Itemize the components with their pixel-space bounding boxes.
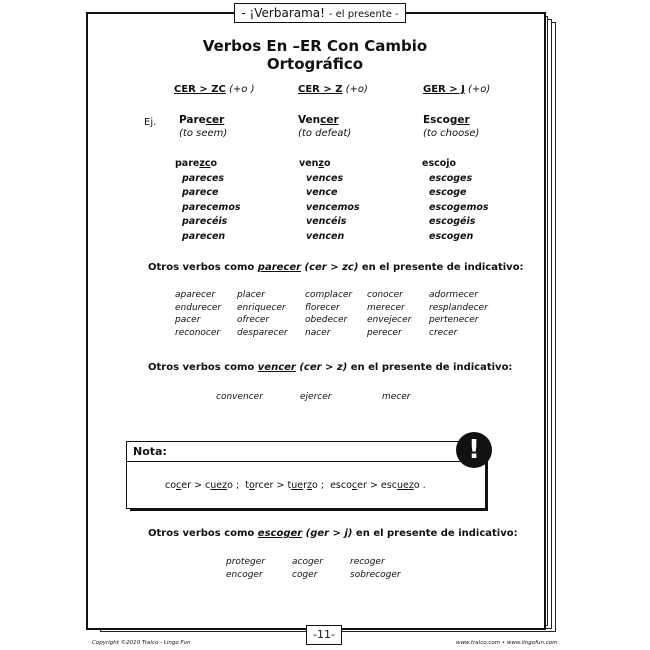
- conjugation-form: vencen: [306, 230, 345, 242]
- list-item: coger: [292, 569, 318, 580]
- list-item: obedecer: [305, 315, 348, 325]
- list-item: ejercer: [300, 392, 332, 402]
- conjugation-first: parezco: [175, 158, 218, 169]
- list-item: pacer: [175, 315, 201, 325]
- list-item: envejecer: [367, 315, 412, 325]
- list-item: complacer: [305, 290, 353, 300]
- section-parecer-heading: Otros verbos como parecer (cer > zc) en el presente de indicativo:: [148, 262, 524, 273]
- conjugation-first: venzo: [299, 158, 331, 169]
- list-item: recoger: [350, 557, 385, 567]
- list-item: sobrecoger: [350, 569, 401, 580]
- note-label: Nota:: [133, 445, 167, 458]
- example-translation: (to seem): [179, 128, 228, 139]
- example-verb-ending: cer: [205, 114, 225, 126]
- list-item: pertenecer: [429, 315, 479, 325]
- list-item: endurecer: [175, 302, 222, 313]
- example-label: Ej.: [144, 117, 157, 128]
- rule-label: GER > J: [423, 84, 465, 95]
- example-3: [423, 114, 479, 139]
- list-item: nacer: [305, 327, 331, 338]
- example-verb-ending: ger: [449, 114, 470, 126]
- conjugation-col-1: [175, 157, 241, 244]
- list-item: resplandecer: [429, 302, 488, 313]
- rule-tail: (+o): [468, 84, 491, 95]
- conjugation-form: escoges: [429, 172, 473, 184]
- note-divider: [127, 461, 467, 462]
- conjugation-form: escogéis: [429, 216, 476, 227]
- list-item: adormecer: [429, 290, 478, 300]
- page-title: Verbos En –ER Con Cambio Ortográfico: [202, 37, 428, 73]
- rule-col-2: [298, 84, 368, 95]
- footer-websites: www.tralco.com • www.lingofun.com: [456, 640, 558, 646]
- list-item: crecer: [429, 327, 458, 338]
- rule-tail: (+o): [345, 84, 368, 95]
- conjugation-form: parecemos: [182, 201, 241, 213]
- rule-tail: (+o ): [229, 84, 255, 95]
- page-number: -11-: [306, 625, 342, 645]
- conjugation-form: escoge: [429, 187, 467, 198]
- list-item: ofrecer: [237, 315, 270, 325]
- list-item: desparecer: [237, 327, 288, 338]
- vencer-verb-list: [216, 392, 442, 402]
- example-verb-ending: cer: [320, 114, 339, 126]
- example-verb-stem: Esco: [423, 114, 450, 126]
- list-item: enriquecer: [237, 302, 286, 313]
- list-item: florecer: [305, 302, 340, 313]
- example-2: [298, 114, 351, 139]
- conjugation-first: escojo: [422, 158, 457, 169]
- conjugation-form: vences: [306, 172, 344, 184]
- footer-copyright: Copyright ©2010 Tralco - Lingo Fun: [92, 640, 191, 646]
- conjugation-col-3: [422, 157, 489, 244]
- header-title: - ¡Verbarama!: [241, 6, 325, 20]
- header-banner: [234, 3, 406, 23]
- list-item: convencer: [216, 392, 263, 402]
- conjugation-form: parecéis: [182, 216, 228, 227]
- conjugation-form: escogemos: [429, 201, 489, 213]
- conjugation-form: parecen: [182, 230, 226, 242]
- rule-col-3: [423, 84, 490, 95]
- list-item: merecer: [367, 302, 405, 313]
- list-item: perecer: [367, 327, 402, 338]
- conjugation-form: vence: [306, 187, 338, 198]
- note-box: [126, 441, 486, 509]
- exclamation-icon: !: [456, 432, 492, 468]
- rule-label: CER > Z: [298, 84, 343, 95]
- note-text: cocer > cuezo ; torcer > tuerzo ; escocer > escuezo .: [165, 480, 426, 491]
- example-verb-stem: Pare: [179, 114, 206, 126]
- conjugation-col-2: [299, 157, 360, 244]
- example-1: [179, 114, 227, 139]
- header-subtitle: - el presente -: [328, 9, 399, 20]
- list-item: conocer: [367, 290, 403, 300]
- list-item: proteger: [226, 557, 265, 567]
- example-translation: (to choose): [423, 128, 480, 139]
- section-vencer-heading: Otros verbos como vencer (cer > z) en el presente de indicativo:: [148, 362, 513, 373]
- conjugation-form: escogen: [429, 230, 474, 242]
- parecer-verb-list: [175, 290, 499, 338]
- section-escoger-heading: Otros verbos como escoger (ger > j) en el presente de indicativo:: [148, 528, 518, 539]
- list-item: encoger: [226, 569, 263, 580]
- list-item: reconocer: [175, 327, 221, 338]
- conjugation-form: parece: [182, 187, 219, 198]
- escoger-verb-list: [226, 557, 420, 580]
- list-item: acoger: [292, 557, 323, 567]
- example-translation: (to defeat): [298, 128, 352, 139]
- rule-col-1: [174, 84, 254, 95]
- example-verb-stem: Ven: [298, 114, 321, 126]
- conjugation-form: pareces: [182, 172, 225, 184]
- list-item: aparecer: [175, 290, 216, 300]
- conjugation-form: vencemos: [306, 201, 360, 213]
- list-item: placer: [237, 290, 265, 300]
- list-item: mecer: [382, 392, 411, 402]
- conjugation-form: vencéis: [306, 216, 347, 227]
- rule-label: CER > ZC: [174, 84, 226, 95]
